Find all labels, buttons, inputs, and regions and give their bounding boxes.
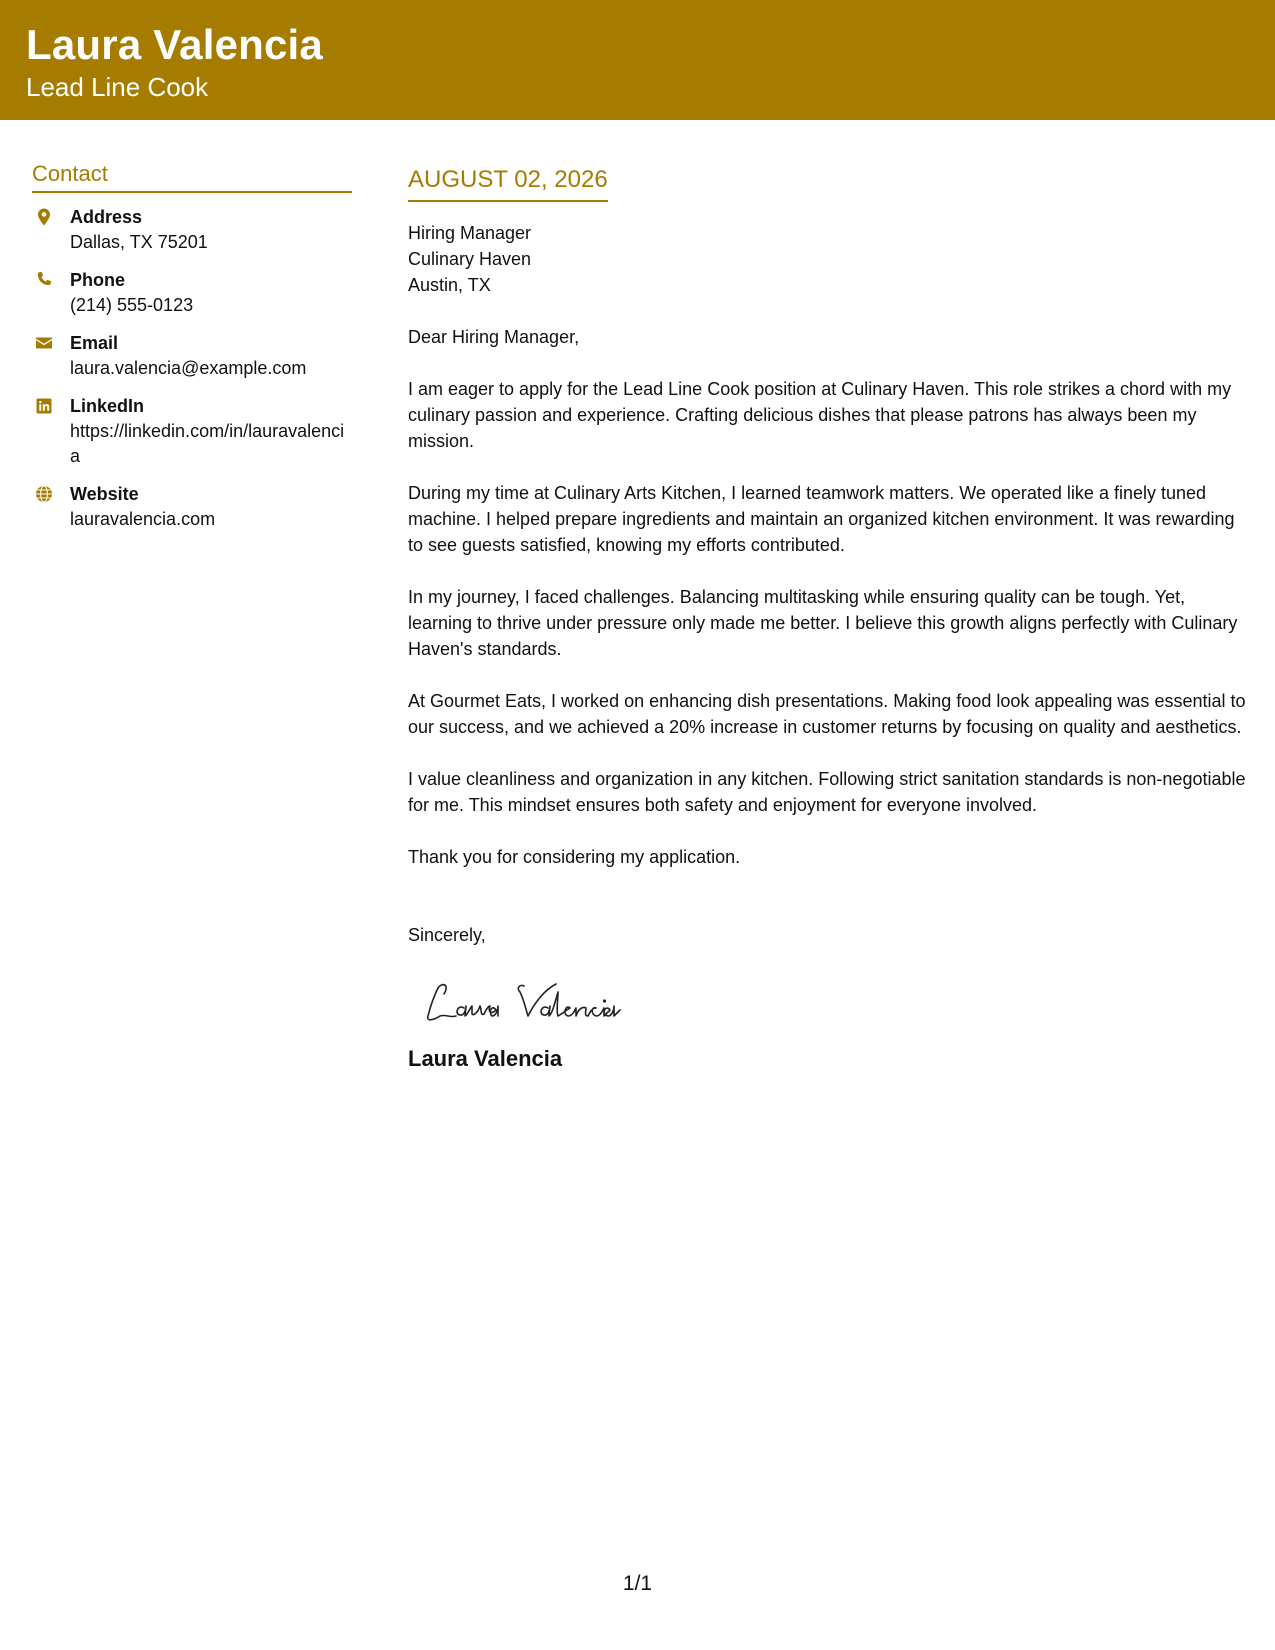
body-paragraph: I value cleanliness and organization in any kitchen. Following strict sanitation standards is non-negotiable for me. This mindset ensures both safety and enjoyment for everyone involved. bbox=[408, 768, 1246, 815]
contact-value[interactable]: https://linkedin.com/in/lauravalencia bbox=[70, 421, 345, 467]
handwritten-signature bbox=[420, 970, 660, 1030]
contact-label: Email bbox=[70, 333, 119, 354]
contact-value[interactable]: lauravalencia.com bbox=[70, 509, 216, 530]
contact-item-linkedin bbox=[32, 394, 352, 469]
letter-body bbox=[408, 166, 1248, 1072]
body-paragraph: In my journey, I faced challenges. Balancing multitasking while ensuring quality can be tough. Yet, learning to thrive under pressure only made me better. I believe this growth aligns perfectly with Culinary Haven's standards. bbox=[408, 586, 1238, 659]
contact-value[interactable]: laura.valencia@example.com bbox=[70, 358, 307, 379]
contact-item-phone bbox=[32, 268, 352, 318]
map-pin-icon bbox=[34, 207, 54, 227]
contact-heading: Contact bbox=[32, 162, 352, 193]
signer-name: Laura Valencia bbox=[408, 1045, 563, 1071]
recipient-line: Hiring Manager bbox=[408, 222, 532, 243]
contact-value: Dallas, TX 75201 bbox=[70, 232, 208, 253]
envelope-icon bbox=[34, 333, 54, 353]
page-number: 1/1 bbox=[622, 1572, 653, 1595]
applicant-name: Laura Valencia bbox=[26, 21, 323, 68]
body-paragraph: Thank you for considering my application. bbox=[408, 846, 741, 867]
body-paragraph: At Gourmet Eats, I worked on enhancing dish presentations. Making food look appealing was essential to our success, and we achieved a 20% increase in customer returns by focusing on quality and aesthetics. bbox=[408, 690, 1246, 737]
contact-item-website bbox=[32, 482, 352, 532]
contact-item-email bbox=[32, 331, 352, 381]
contact-item-address bbox=[32, 205, 352, 255]
contact-label: Address bbox=[70, 207, 143, 228]
contact-label: Phone bbox=[70, 270, 126, 291]
linkedin-icon bbox=[34, 396, 54, 416]
recipient-line: Austin, TX bbox=[408, 274, 491, 295]
body-paragraph: I am eager to apply for the Lead Line Cook position at Culinary Haven. This role strikes a chord with my culinary passion and experience. Crafting delicious dishes that please patrons has always been my mission. bbox=[408, 378, 1232, 451]
closing: Sincerely, bbox=[408, 924, 486, 945]
body-paragraph: During my time at Culinary Arts Kitchen, I learned teamwork matters. We operated like a finely tuned machine. I helped prepare ingredients and maintain an organized kitchen environment. It was rewarding to see guests satisfied, knowing my efforts contributed. bbox=[408, 482, 1235, 555]
letter-date: AUGUST 02, 2026 bbox=[408, 166, 608, 202]
contact-sidebar bbox=[32, 162, 352, 545]
contact-label: Website bbox=[70, 484, 139, 505]
recipient-block bbox=[408, 220, 1248, 298]
contact-list bbox=[32, 205, 352, 532]
header-banner bbox=[0, 0, 1275, 120]
globe-icon bbox=[34, 484, 54, 504]
phone-icon bbox=[34, 270, 54, 290]
contact-value: (214) 555-0123 bbox=[70, 295, 194, 316]
applicant-title: Lead Line Cook bbox=[26, 72, 209, 102]
greeting: Dear Hiring Manager, bbox=[408, 326, 580, 347]
recipient-line: Culinary Haven bbox=[408, 248, 532, 269]
contact-label: LinkedIn bbox=[70, 396, 145, 417]
